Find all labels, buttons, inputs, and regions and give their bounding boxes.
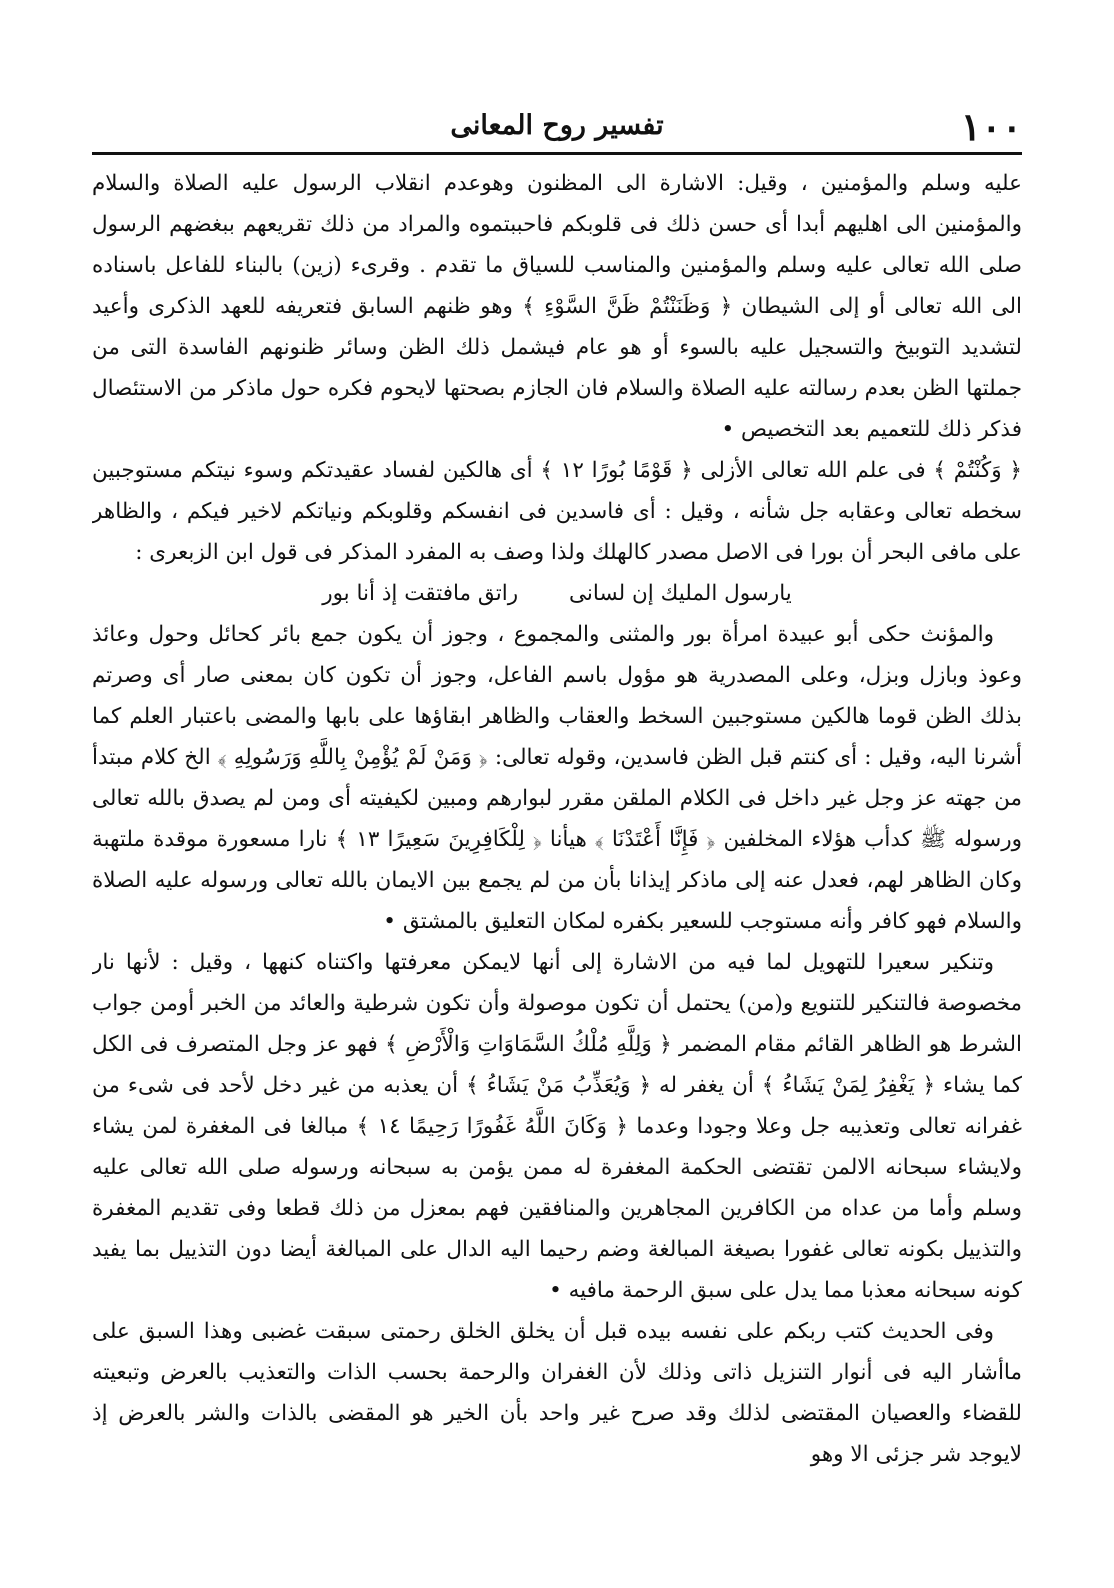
verse-hemistich-second: راتق مافتقت إذ أنا بور — [322, 581, 519, 606]
document-page — [92, 96, 1022, 1556]
paragraph: وتنكير سعيرا للتهويل لما فيه من الاشارة إلى أنها لايمكن معرفتها واكتناه كنهها ، وقيل : لأنها نار مخصوصة فالتنكير للتنويع و(من) يحتمل أن تكون موصولة وأن تكون شرطية والعائد من الخبر أومن جواب الشرط هو الظاهر القائم مقام المضمر ﴿ وَلِلَّهِ مُلْكُ السَّمَاوَاتِ وَالْأَرْضِ ﴾ فهو عز وجل المتصرف فى الكل كما يشاء ﴿ يَغْفِرُ لِمَنْ يَشَاءُ ﴾ أن يغفر له ﴿ وَيُعَذِّبُ مَنْ يَشَاءُ ﴾ أن يعذبه من غير دخل لأحد فى شىء من غفرانه تعالى وتعذيبه جل وعلا وجودا وعدما ﴿ وَكَانَ اللَّهُ غَفُورًا رَحِيمًا ١٤ ﴾ مبالغا فى المغفرة لمن يشاء ولايشاء سبحانه الالمن تقتضى الحكمة المغفرة له ممن يؤمن به سبحانه ورسوله صلى الله تعالى عليه وسلم وأما من عداه من الكافرين المجاهرين والمنافقين فهم بمعزل من ذلك قطعا وفى تقديم المغفرة والتذييل بكونه تعالى غفورا بصيغة المبالغة وضم رحيما اليه الدال على المبالغة أيضا دون التذييل بما يفيد كونه سبحانه معذبا مما يدل على سبق الرحمة مافيه • — [92, 950, 1022, 1303]
paragraph: وفى الحديث كتب ربكم على نفسه بيده قبل أن يخلق الخلق رحمتى سبقت غضبى وهذا السبق على ماأشار اليه فى أنوار التنزيل ذاتى وذلك لأن الغفران والرحمة بحسب الذات والتعذيب بالعرض وتبعيته للقضاء والعصيان المقتضى لذلك وقد صرح غير واحد بأن الخير هو المقضى بالذات والشر بالعرض إذ لايوجد شر جزئى الا وهو — [92, 1319, 1022, 1467]
paragraph: عليه وسلم والمؤمنين ، وقيل: الاشارة الى المظنون وهوعدم انقلاب الرسول عليه الصلاة والسلام والمؤمنين الى اهليهم أبدا أى حسن ذلك فى قلوبكم فاحببتموه والمراد من ذلك تقريعهم ببغضهم الرسول صلى الله تعالى عليه وسلم والمؤمنين والمناسب للسياق ما تقدم . وقرىء (زين) بالبناء للفاعل باسناده الى الله تعالى أو إلى الشيطان ﴿ وَظَنَنْتُمْ ظَنَّ السَّوْءِ ﴾ وهو ظنهم السابق فتعريفه للعهد الذكرى وأعيد لتشديد التوبيخ والتسجيل عليه بالسوء أو هو عام فيشمل ذلك الظن وسائر ظنونهم الفاسدة التى من جملتها الظن بعدم رسالته عليه الصلاة والسلام فان الجازم بصحتها لايحوم فكره حول ماذكر من الاستئصال فذكر ذلك للتعميم بعد التخصيص • — [92, 171, 1022, 442]
running-title: تفسير روح المعانى — [450, 110, 664, 141]
paragraph: والمؤنث حكى أبو عبيدة امرأة بور والمثنى والمجموع ، وجوز أن يكون جمع بائر كحائل وحول وعائذ وعوذ وبازل وبزل، وعلى المصدرية هو مؤول باسم الفاعل، وجوز أن تكون كان بمعنى صار أى وصرتم بذلك الظن قوما هالكين مستوجبين السخط والعقاب والظاهر ابقاؤها على بابها والمضى باعتبار العلم كما أشرنا اليه، وقيل : أى كنتم قبل الظن فاسدين، وقوله تعالى: ﴿ وَمَنْ لَمْ يُؤْمِنْ بِاللَّهِ وَرَسُولِهِ ﴾ الخ كلام مبتدأ من جهته عز وجل غير داخل فى الكلام الملقن مقرر لبوارهم ومبين لكيفيته أى ومن لم يصدق بالله تعالى ورسوله ﷺ كدأب هؤلاء المخلفين ﴿ فَإِنَّا أَعْتَدْنَا ﴾ هيأنا ﴿ لِلْكَافِرِينَ سَعِيرًا ١٣ ﴾ نارا مسعورة موقدة ملتهبة وكان الظاهر لهم، فعدل عنه إلى ماذكر إيذانا بأن من لم يجمع بين الايمان بالله تعالى ورسوله عليه الصلاة والسلام فهو كافر وأنه مستوجب للسعير بكفره لمكان التعليق بالمشتق • — [92, 622, 1022, 934]
verse-hemistich-first: يارسول المليك إن لسانى — [569, 581, 792, 606]
page-body — [92, 163, 1022, 1475]
poetry-verse — [92, 573, 1022, 614]
page-header — [92, 96, 1022, 155]
paragraph: ﴿ وَكُنْتُمْ ﴾ فى علم الله تعالى الأزلى ﴿ قَوْمًا بُورًا ١٢ ﴾ أى هالكين لفساد عقيدتكم وسوء نيتكم مستوجبين سخطه تعالى وعقابه جل شأنه ، وقيل : أى فاسدين فى انفسكم وقلوبكم ونياتكم لاخير فيكم ، والظاهر على مافى البحر أن بورا فى الاصل مصدر كالهلك ولذا وصف به المفرد المذكر فى قول ابن الزبعرى : — [92, 458, 1022, 565]
page-number: ١٠٠ — [960, 104, 1022, 149]
